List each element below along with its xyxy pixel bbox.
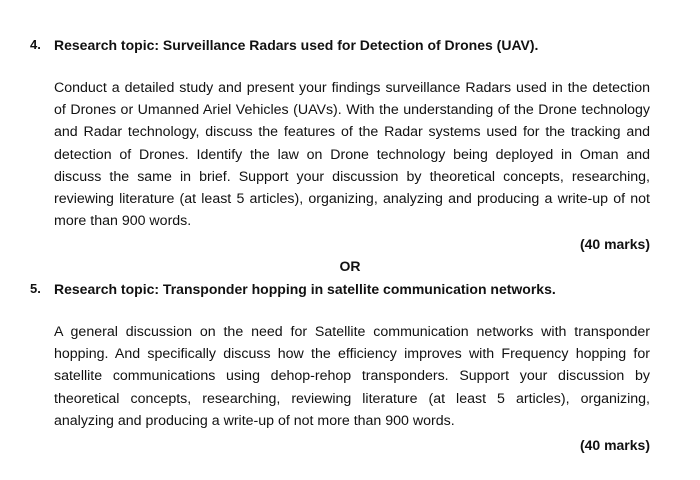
- or-separator: OR: [339, 258, 361, 274]
- question-4-number: 4.: [30, 37, 41, 52]
- question-5-title: Research topic: Transponder hopping in satellite communication networks.: [54, 281, 556, 297]
- question-5-number: 5.: [30, 281, 41, 296]
- question-5-marks: (40 marks): [579, 437, 650, 453]
- question-4-body: Conduct a detailed study and present your findings surveillance Radars used in the detection of Drones or Umanned Ariel Vehicles (UAVs). With the understanding of the Drone technology and Radar technology, discuss the features of the Radar systems used for the tracking and detection of Drones. Identify the law on Drone technology being deployed in Oman and discuss the same in brief. Support your discussion by theoretical concepts, researching, reviewing literature (at least 5 articles), organizing, analyzing and producing a write-up of not more than 900 words.: [54, 80, 650, 230]
- question-5-body: A general discussion on the need for Satellite communication networks with transponder hopping. And specifically discuss how the efficiency improves with Frequency hopping for satellite communications using dehop-rehop transponders. Support your discussion by theoretical concepts, researching, reviewing literature (at least 5 articles), organizing, analyzing and producing a write-up of not more than 900 words.: [54, 324, 650, 429]
- question-4-marks: (40 marks): [579, 236, 650, 252]
- question-4-title: Research topic: Surveillance Radars used for Detection of Drones (UAV).: [54, 37, 539, 53]
